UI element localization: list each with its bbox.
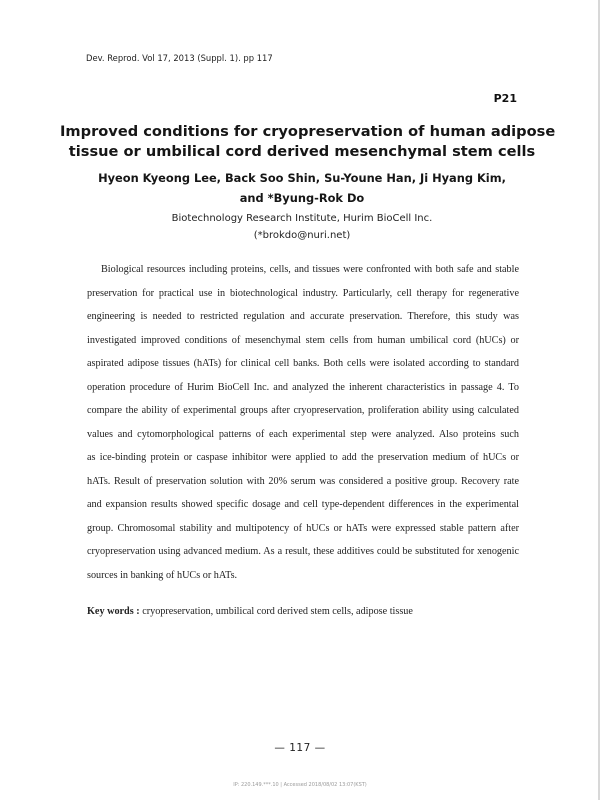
abstract-line: aspirated adipose tissues (hATs) for clinical cell banks. Both cells were isolated according to standard bbox=[87, 358, 519, 369]
paper-title-line-1: Improved conditions for cryopreservation of human adipose bbox=[60, 123, 556, 140]
abstract-line: cryopreservation using advanced medium. As a result, these additives could be substituted for xenogenic bbox=[87, 546, 519, 557]
abstract-line: and expansion results showed specific dosage and cell type-dependent differences in the experimental bbox=[87, 499, 519, 510]
abstract-line: as ice-binding protein or caspase inhibitor were applied to add the preservation medium of hUCs or bbox=[87, 452, 519, 463]
authors-line-1: Hyeon Kyeong Lee, Back Soo Shin, Su-Youne Han, Ji Hyang Kim, bbox=[98, 171, 506, 185]
page-number: — 117 — bbox=[274, 742, 326, 754]
paper-title-line-2: tissue or umbilical cord derived mesenchymal stem cells bbox=[68, 143, 536, 160]
authors-line-2: and *Byung-Rok Do bbox=[239, 191, 365, 205]
abstract-line: hATs. Result of preservation solution with 20% serum was considered a positive group. Recovery rate bbox=[87, 475, 519, 487]
journal-reference: Dev. Reprod. Vol 17, 2013 (Suppl. 1). pp 117 bbox=[86, 53, 273, 63]
corresponding-email: (*brokdo@nuri.net) bbox=[253, 230, 351, 241]
abstract-line: preservation for practical use in biotechnological industry. Particularly, cell therapy for regenerative bbox=[87, 287, 519, 299]
abstract-line: compare the ability of experimental groups after cryopreservation, proliferation ability using calculated bbox=[87, 405, 519, 416]
abstract-line: Biological resources including proteins, cells, and tissues were confronted with both safe and stable bbox=[101, 264, 519, 275]
keywords-text: cryopreservation, umbilical cord derived stem cells, adipose tissue bbox=[142, 606, 413, 617]
abstract-body bbox=[87, 258, 519, 587]
access-watermark: IP: 220.149.***.10 | Accessed 2018/08/02 13:07(KST) bbox=[233, 782, 367, 788]
abstract-line: engineering is needed to restricted regulation and accurate preservation. Therefore, this study was bbox=[87, 311, 519, 322]
abstract-line: group. Chromosomal stability and multipotency of hUCs or hATs were expressed stable pattern after bbox=[87, 522, 519, 534]
abstract-line: operation procedure of Hurim BioCell Inc. and analyzed the inherent characteristics in passage 4. To bbox=[87, 381, 519, 393]
keywords bbox=[87, 606, 413, 617]
abstract-line: investigated improved conditions of mesenchymal stem cells from human umbilical cord (hUCs) or bbox=[87, 334, 519, 346]
affiliation: Biotechnology Research Institute, Hurim BioCell Inc. bbox=[171, 213, 433, 224]
abstract-line: sources in banking of hUCs or hATs. bbox=[87, 569, 238, 581]
keywords-label: Key words : bbox=[87, 606, 140, 617]
abstract-line: values and cytomorphological patterns of each experimental step were analyzed. Also proteins such bbox=[87, 428, 519, 440]
title-block bbox=[60, 122, 556, 244]
poster-id: P21 bbox=[493, 92, 517, 105]
